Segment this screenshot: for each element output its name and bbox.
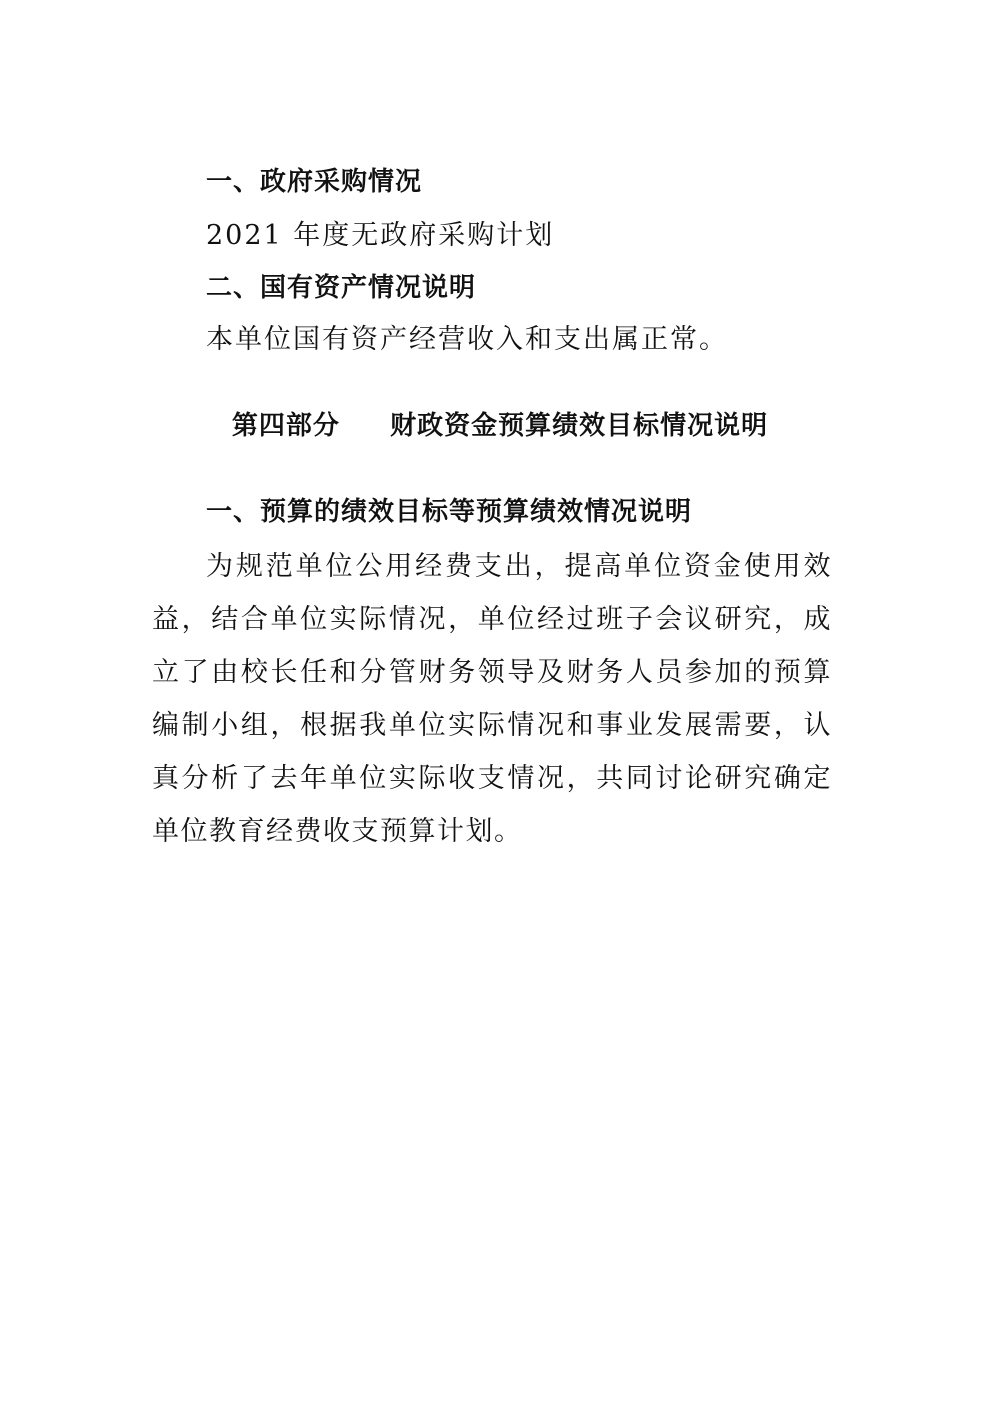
performance-paragraph: 为规范单位公用经费支出，提高单位资金使用效益，结合单位实际情况，单位经过班子会议研究，成立了由校长任和分管财务领导及财务人员参加的预算编制小组，根据我单位实际情况和事业发展需要，认真分析了去年单位实际收支情况，共同讨论研究确定单位教育经费收支预算计划。	[152, 551, 832, 847]
assets-body: 本单位国有资产经营收入和支出属正常。	[206, 324, 728, 355]
performance-heading: 一、预算的绩效目标等预算绩效情况说明	[206, 497, 693, 527]
assets-heading: 二、国有资产情况说明	[206, 273, 477, 303]
part-four-title: 第四部分 财政资金预算绩效目标情况说明	[231, 411, 769, 441]
procurement-heading: 一、政府采购情况	[206, 167, 423, 197]
procurement-body: 2021 年度无政府采购计划	[206, 220, 555, 251]
